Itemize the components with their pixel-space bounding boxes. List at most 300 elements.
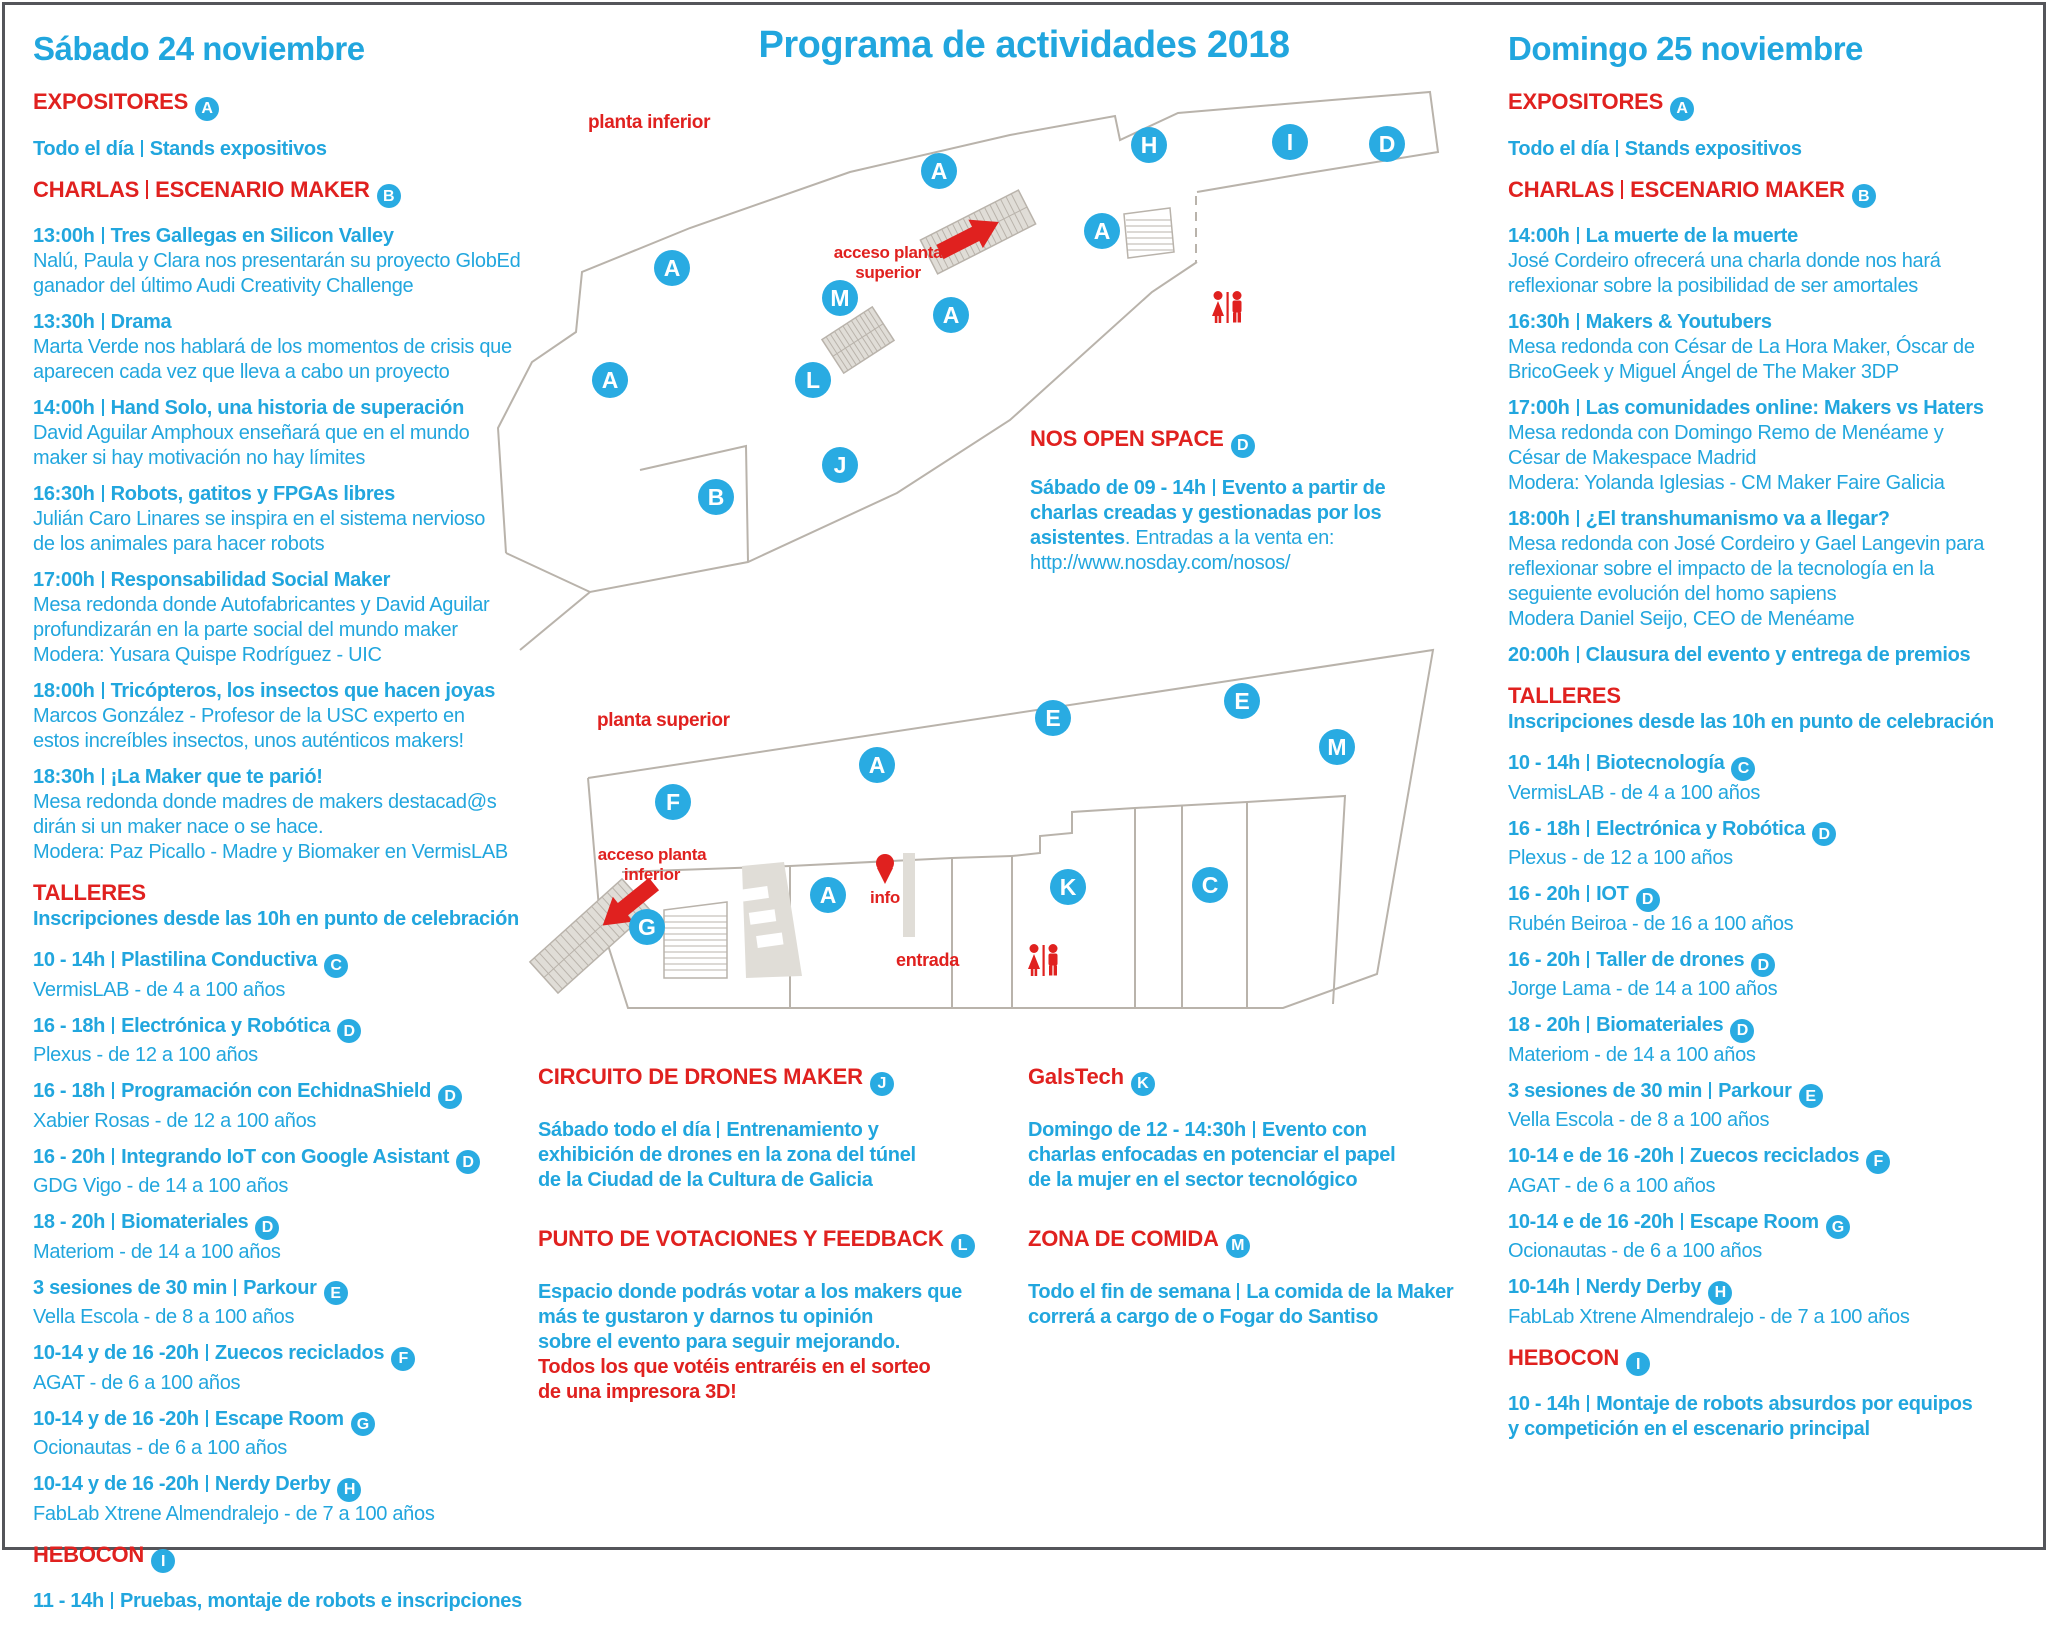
separator-bar: [206, 1475, 208, 1492]
info-text-line: [1028, 1168, 1478, 1193]
plan-marker-L: L: [795, 362, 831, 398]
marker-badge-J: J: [870, 1072, 894, 1096]
info-text-line: [1028, 1305, 1498, 1330]
item-title-line: [33, 482, 538, 507]
item-time: 16:30h: [1508, 311, 1570, 333]
section-expositores: [1508, 88, 2040, 162]
info-heading: [1028, 1064, 1478, 1096]
marker-badge-H: H: [337, 1478, 361, 1502]
schedule-item: [33, 1589, 538, 1614]
marker-badge-I: I: [151, 1549, 175, 1573]
item-title: Robots, gatitos y FPGAs libres: [110, 483, 395, 505]
section-subtitle: Inscripciones desde las 10h en punto de celebración: [1508, 711, 1994, 733]
section-heading-label: CHARLAS: [1508, 176, 1615, 202]
separator-bar: [206, 1344, 208, 1361]
marker-badge-D: D: [1751, 953, 1775, 977]
item-desc-line: Mesa redonda donde madres de makers destacad@s: [33, 791, 497, 813]
separator-bar: [1587, 885, 1589, 902]
item-desc-line: GDG Vigo - de 14 a 100 años: [33, 1175, 289, 1197]
access-lower-line2: inferior: [623, 865, 681, 884]
info-text-line: [1028, 1143, 1478, 1168]
item-desc-line: Marcos González - Profesor de la USC experto en: [33, 705, 465, 727]
item-title-line: [33, 396, 538, 421]
info-text-line: [538, 1380, 1028, 1405]
info-text-line: [1030, 476, 1460, 501]
item-desc-line: ganador del último Audi Creativity Challenge: [33, 275, 414, 297]
separator-bar: [1577, 399, 1579, 416]
plan-marker-A: A: [1084, 213, 1120, 249]
item-desc-line: Jorge Lama - de 14 a 100 años: [1508, 978, 1778, 1000]
section-heading-label: HEBOCON: [33, 1541, 145, 1567]
item-title: Stands expositivos: [149, 137, 327, 160]
item-title-line: [1508, 224, 2040, 249]
item-time: Todo el día: [1508, 137, 1609, 160]
info-text-segment: de la Ciudad de la Cultura de Galicia: [538, 1169, 873, 1191]
item-title-line: [1508, 507, 2040, 532]
item-desc-line: estos increíbles insectos, unos auténticos makers!: [33, 730, 464, 752]
section-subtitle: Inscripciones desde las 10h en punto de celebración: [33, 908, 519, 930]
separator-bar: [102, 227, 104, 244]
section-heading-label: HEBOCON: [1508, 1344, 1620, 1370]
item-title-line: [1508, 751, 2040, 781]
plan-marker-A: A: [592, 362, 628, 398]
info-text-segment: La comida de la Maker: [1246, 1281, 1454, 1303]
separator-bar: [1577, 1278, 1579, 1295]
day-heading: Domingo 25 noviembre: [1508, 30, 1863, 67]
item-desc-line: maker si hay motivación no hay límites: [33, 447, 366, 469]
restroom-icon: [1028, 944, 1058, 976]
schedule-item: [1508, 882, 2040, 937]
item-title: ¡La Maker que te parió!: [110, 766, 323, 788]
schedule-item: [1508, 224, 2040, 299]
plan-marker-K: K: [1050, 869, 1086, 905]
item-time: 10 - 14h: [1508, 752, 1581, 774]
schedule-item: [1508, 1079, 2040, 1134]
section-expositores: [33, 88, 538, 162]
plan-marker-M: M: [822, 280, 858, 316]
plan-marker-G: G: [629, 909, 665, 945]
item-time: 16 - 18h: [1508, 817, 1581, 840]
access-upper-line2: superior: [855, 263, 921, 282]
info-text-segment: de la mujer en el sector tecnológico: [1028, 1169, 1358, 1191]
item-desc-line: BricoGeek y Miguel Ángel de The Maker 3DP: [1508, 361, 1899, 383]
info-text-segment: Sábado todo el día: [538, 1119, 711, 1141]
separator-bar: [1587, 1395, 1589, 1412]
item-title-line: [1508, 137, 2040, 162]
section-heading: [1508, 1344, 2040, 1377]
info-text-segment: Todo el fin de semana: [1028, 1281, 1231, 1303]
plan-marker-A: A: [859, 747, 895, 783]
item-title: Parkour: [243, 1276, 317, 1299]
marker-badge-A: A: [1670, 97, 1694, 121]
marker-badge-D: D: [337, 1019, 361, 1043]
item-title-line: [33, 1589, 538, 1614]
stairs-icon: [1124, 208, 1174, 258]
item-desc-line: Ocionautas - de 6 a 100 años: [33, 1437, 288, 1459]
schedule-item: [33, 310, 538, 385]
marker-badge-B: B: [1852, 184, 1876, 208]
separator-bar: [112, 1148, 114, 1165]
info-text-segment: más te gustaron y darnos tu opinión: [538, 1306, 874, 1328]
marker-badge-M: M: [1226, 1234, 1250, 1258]
item-title: Tres Gallegas en Silicon Valley: [110, 225, 394, 247]
day-heading: Sábado 24 noviembre: [33, 30, 365, 67]
item-title: Stands expositivos: [1624, 137, 1802, 160]
item-time: 16 - 20h: [33, 1145, 106, 1168]
item-title: Clausura del evento y entrega de premios: [1585, 644, 1971, 666]
item-title-line: [33, 1014, 538, 1044]
info-heading-label: NOS OPEN SPACE: [1030, 426, 1224, 451]
plan-marker-A: A: [654, 250, 690, 286]
section-heading: [1508, 682, 2040, 709]
item-desc-line: profundizarán en la parte social del mundo maker: [33, 619, 458, 641]
schedule-item: [33, 396, 538, 471]
item-desc-line: reflexionar sobre el impacto de la tecnología en la: [1508, 558, 1935, 580]
item-title: Makers & Youtubers: [1585, 311, 1772, 333]
item-desc-line: Plexus - de 12 a 100 años: [1508, 847, 1733, 869]
item-desc-line: VermisLAB - de 4 a 100 años: [1508, 781, 1761, 804]
separator-bar: [1577, 313, 1579, 330]
separator-bar: [1587, 754, 1589, 771]
section-heading: [1508, 176, 2040, 209]
item-title: Nerdy Derby: [1585, 1276, 1702, 1298]
section-heading: [33, 176, 538, 209]
item-title-line: [1508, 1210, 2040, 1240]
marker-badge-C: C: [1731, 757, 1755, 781]
schedule-item: [33, 137, 538, 162]
item-time: 10-14h: [1508, 1276, 1570, 1298]
item-desc-line: Modera: Paz Picallo - Madre y Biomaker en VermisLAB: [33, 841, 508, 863]
separator-bar: [111, 1592, 113, 1609]
page-title: Programa de actividades 2018: [758, 24, 1290, 66]
marker-badge-E: E: [1799, 1084, 1823, 1108]
item-desc-line: dirán si un maker nace o se hace.: [33, 816, 324, 838]
info-heading-label: ZONA DE COMIDA: [1028, 1226, 1219, 1251]
item-desc-line: Modera: Yolanda Iglesias - CM Maker Faire Galicia: [1508, 472, 1945, 494]
schedule-item: [33, 765, 538, 865]
item-time: 18:00h: [1508, 508, 1570, 530]
item-title: ¿El transhumanismo va a llegar?: [1585, 508, 1890, 530]
plan-marker-A: A: [921, 153, 957, 189]
item-title-line: [1508, 1392, 2040, 1417]
item-title-line: [33, 679, 538, 704]
item-desc-line: Mesa redonda con Domingo Remo de Menéame y: [1508, 422, 1944, 444]
separator-bar: [102, 313, 104, 330]
item-desc-line: Vella Escola - de 8 a 100 años: [1508, 1109, 1770, 1131]
separator-bar: [102, 571, 104, 588]
item-desc-line: AGAT - de 6 a 100 años: [1508, 1174, 1716, 1197]
section-hebocon: [1508, 1344, 2040, 1443]
separator-bar: [1577, 646, 1579, 663]
item-desc-line: Mesa redonda donde Autofabricantes y David Aguilar: [33, 594, 490, 616]
item-title-line: [1508, 1144, 2040, 1174]
separator-bar: [1253, 1121, 1255, 1138]
marker-badge-B: B: [377, 184, 401, 208]
section-heading: [33, 1541, 538, 1574]
section-heading: [33, 88, 538, 121]
schedule-item: [33, 1145, 538, 1200]
marker-badge-D: D: [1730, 1019, 1754, 1043]
schedule-item: [1508, 1013, 2040, 1068]
item-title: Electrónica y Robótica: [121, 1014, 331, 1037]
marker-badge-D: D: [438, 1085, 462, 1109]
plan-marker-C: C: [1192, 867, 1228, 903]
item-title-line: [33, 1472, 538, 1502]
marker-badge-H: H: [1708, 1281, 1732, 1305]
item-desc-line: Materiom - de 14 a 100 años: [1508, 1043, 1756, 1066]
separator-bar: [1237, 1283, 1239, 1300]
plan-marker-A: A: [810, 877, 846, 913]
info-text-line: [1028, 1280, 1498, 1305]
item-title-line: [1508, 882, 2040, 912]
item-time: 17:00h: [1508, 397, 1570, 419]
item-time: 10-14 y de 16 -20h: [33, 1473, 199, 1495]
schedule-item: [33, 679, 538, 754]
plan-marker-A: A: [933, 297, 969, 333]
item-title-continuation: y competición en el escenario principal: [1508, 1418, 1870, 1440]
schedule-item: [1508, 817, 2040, 872]
item-title-line: [1508, 1079, 2040, 1109]
section-heading: [1508, 88, 2040, 121]
schedule-item: [1508, 751, 2040, 806]
item-time: 10-14 e de 16 -20h: [1508, 1210, 1674, 1233]
item-time: 18 - 20h: [33, 1211, 106, 1233]
item-time: 17:00h: [33, 569, 95, 591]
item-title-line: [33, 948, 538, 978]
item-title: Escape Room: [214, 1407, 344, 1430]
separator-bar: [1587, 820, 1589, 837]
item-desc-line: Mesa redonda con César de La Hora Maker, Óscar de: [1508, 336, 1975, 358]
item-title: Responsabilidad Social Maker: [110, 569, 391, 591]
stairs-icon: [664, 902, 727, 978]
item-time: 18:30h: [33, 766, 95, 788]
info-block-food-zone: [1028, 1226, 1498, 1330]
info-text-line: [1030, 501, 1460, 526]
info-heading-label: GalsTech: [1028, 1064, 1124, 1089]
item-desc-line: aparecen cada vez que lleva a cabo un proyecto: [33, 361, 450, 383]
item-time: 10 - 14h: [1508, 1393, 1581, 1415]
info-text-line: [1028, 1118, 1478, 1143]
separator-bar: [1577, 227, 1579, 244]
item-desc-line: FabLab Xtrene Almendralejo - de 7 a 100 años: [1508, 1305, 1910, 1328]
separator-bar: [1681, 1147, 1683, 1164]
item-desc-line: Marta Verde nos hablará de los momentos de crisis que: [33, 336, 512, 358]
section-heading-label: CHARLAS: [33, 176, 140, 202]
marker-badge-F: F: [1866, 1150, 1890, 1174]
nosday-link[interactable]: http://www.nosday.com/nosos/: [1030, 552, 1291, 574]
marker-badge-G: G: [1826, 1215, 1850, 1239]
marker-badge-D: D: [1812, 822, 1836, 846]
item-title: Programación con EchidnaShield: [121, 1080, 432, 1102]
info-label: info: [870, 888, 900, 907]
info-text-line: [538, 1330, 1028, 1355]
item-desc-line: Xabier Rosas - de 12 a 100 años: [33, 1109, 317, 1132]
marker-badge-E: E: [324, 1281, 348, 1305]
info-text-line: [538, 1305, 1028, 1330]
item-title-line: [33, 568, 538, 593]
item-time: 13:30h: [33, 311, 95, 333]
item-desc-line: FabLab Xtrene Almendralejo - de 7 a 100 años: [33, 1502, 435, 1525]
plan-marker-H: H: [1131, 127, 1167, 163]
item-time: 18 - 20h: [1508, 1014, 1581, 1036]
plan-label-access-lower: [597, 845, 707, 885]
info-text-segment: sobre el evento para seguir mejorando.: [538, 1331, 901, 1353]
separator-bar: [102, 768, 104, 785]
marker-badge-G: G: [351, 1412, 375, 1436]
item-time: 16 - 18h: [33, 1080, 106, 1102]
marker-badge-I: I: [1626, 1352, 1650, 1376]
schedule-item: [33, 1341, 538, 1396]
separator-bar: [102, 485, 104, 502]
section-charlas: [33, 176, 538, 866]
entrance-label: entrada: [896, 950, 959, 970]
info-text-line: [538, 1168, 1008, 1193]
item-time: 3 sesiones de 30 min: [1508, 1079, 1703, 1102]
info-heading-label: CIRCUITO DE DRONES MAKER: [538, 1064, 863, 1089]
item-time: 20:00h: [1508, 644, 1570, 666]
info-heading: [1030, 426, 1460, 458]
item-time: 3 sesiones de 30 min: [33, 1276, 228, 1299]
item-title-line: [1508, 1013, 2040, 1043]
plan-label-access-upper: [833, 243, 943, 283]
item-desc-line: Modera: Yusara Quispe Rodríguez - UIC: [33, 644, 382, 666]
info-text-segment: asistentes: [1030, 527, 1125, 549]
item-desc-line: Julián Caro Linares se inspira en el sistema nervioso: [33, 508, 486, 530]
item-title: Zuecos reciclados: [214, 1342, 385, 1364]
item-desc-line: José Cordeiro ofrecerá una charla donde nos hará: [1508, 250, 1941, 272]
section-heading-label: ESCENARIO MAKER: [155, 176, 370, 202]
schedule-item: [1508, 310, 2040, 385]
schedule-item: [33, 1407, 538, 1462]
item-title: Biomateriales: [121, 1211, 249, 1233]
info-text-segment: de una impresora 3D!: [538, 1381, 737, 1403]
section-charlas: [1508, 176, 2040, 669]
separator-bar: [146, 180, 148, 199]
item-title: Electrónica y Robótica: [1596, 817, 1806, 840]
separator-bar: [112, 951, 114, 968]
item-time: 11 - 14h: [33, 1590, 104, 1612]
separator-bar: [141, 140, 143, 157]
schedule-item: [33, 224, 538, 299]
item-time: 18:00h: [33, 680, 95, 702]
plan-marker-J: J: [822, 447, 858, 483]
item-time: 16 - 18h: [33, 1014, 106, 1037]
item-time: 13:00h: [33, 225, 95, 247]
info-text-segment: Evento con: [1261, 1119, 1367, 1141]
schedule-item: [1508, 507, 2040, 632]
section-talleres: [33, 879, 538, 1527]
item-title: Biomateriales: [1596, 1014, 1724, 1036]
section-heading-label: EXPOSITORES: [1508, 89, 1664, 114]
item-desc-line: David Aguilar Amphoux enseñará que en el mundo: [33, 422, 470, 444]
marker-badge-D: D: [456, 1150, 480, 1174]
section-hebocon: [33, 1541, 538, 1615]
item-desc-line: Mesa redonda con José Cordeiro y Gael Langevin para: [1508, 533, 1985, 555]
info-text-line: [538, 1355, 1028, 1380]
separator-bar: [1616, 140, 1618, 157]
item-title: Las comunidades online: Makers vs Haters: [1585, 397, 1984, 419]
schedule-item: [1508, 1210, 2040, 1265]
item-title: Escape Room: [1689, 1210, 1819, 1233]
plan-label-lower-level: planta inferior: [588, 112, 711, 133]
info-heading: [1028, 1226, 1498, 1258]
column-sunday: [1508, 30, 2040, 1456]
separator-bar: [1709, 1082, 1711, 1099]
item-title-line: [33, 1145, 538, 1175]
item-title-line: [1508, 643, 2040, 668]
item-title-line: [33, 1407, 538, 1437]
schedule-item: [33, 568, 538, 668]
item-title: Drama: [110, 311, 172, 333]
separator-bar: [234, 1279, 236, 1296]
separator-bar: [112, 1213, 114, 1230]
info-text-line: [538, 1280, 1028, 1305]
marker-badge-D: D: [1231, 434, 1255, 458]
item-title-line: [33, 1079, 538, 1109]
schedule-item: [33, 1210, 538, 1265]
plan-marker-M: M: [1319, 729, 1355, 765]
plan-marker-E: E: [1224, 683, 1260, 719]
item-time: 16 - 20h: [1508, 883, 1581, 905]
schedule-item: [1508, 137, 2040, 162]
schedule-item: [33, 1276, 538, 1331]
schedule-item: [33, 948, 538, 1003]
item-time: 16 - 20h: [1508, 948, 1581, 971]
plan-marker-I: I: [1272, 124, 1308, 160]
item-title-line: [1508, 948, 2040, 978]
item-title: Tricópteros, los insectos que hacen joyas: [110, 680, 496, 702]
item-time: 10-14 y de 16 -20h: [33, 1342, 199, 1364]
item-desc-line: reflexionar sobre la posibilidad de ser amortales: [1508, 275, 1918, 297]
info-text-line: [538, 1143, 1008, 1168]
info-text-segment: Todos los que votéis entraréis en el sorteo: [538, 1356, 931, 1378]
item-time: 10 - 14h: [33, 949, 106, 971]
item-desc-line: de los animales para hacer robots: [33, 533, 325, 555]
item-title-line: [33, 1341, 538, 1371]
item-title-line: [1508, 1275, 2040, 1305]
separator-bar: [112, 1017, 114, 1034]
item-title: Pruebas, montaje de robots e inscripciones: [119, 1590, 522, 1612]
section-heading-label: TALLERES: [1508, 683, 1621, 708]
section-heading: [33, 879, 538, 906]
marker-badge-F: F: [391, 1347, 415, 1371]
separator-bar: [1621, 180, 1623, 199]
item-title: Parkour: [1718, 1079, 1792, 1102]
item-title-line: [33, 137, 538, 162]
item-title: IOT: [1596, 883, 1629, 905]
info-text-line: [1030, 551, 1460, 576]
schedule-item: [1508, 396, 2040, 496]
info-block-voting-feedback: [538, 1226, 1028, 1405]
info-text-segment: Espacio donde podrás votar a los makers que: [538, 1281, 962, 1303]
separator-bar: [1213, 479, 1215, 496]
info-text-segment: correrá a cargo de o Fogar do Santiso: [1028, 1306, 1379, 1328]
info-block-galstech: [1028, 1064, 1478, 1193]
item-desc-line: Plexus - de 12 a 100 años: [33, 1044, 258, 1066]
plan-label-upper-level: planta superior: [597, 710, 730, 731]
item-title: Nerdy Derby: [214, 1473, 331, 1495]
column-saturday: [33, 30, 538, 1628]
item-title-line: [1508, 310, 2040, 335]
info-text-segment: Evento a partir de: [1221, 477, 1386, 499]
info-heading-label: PUNTO DE VOTACIONES Y FEEDBACK: [538, 1226, 944, 1251]
schedule-item: [1508, 1275, 2040, 1330]
section-heading-label: EXPOSITORES: [33, 89, 189, 114]
separator-bar: [102, 399, 104, 416]
access-upper-line1: acceso planta: [833, 243, 943, 262]
marker-badge-D: D: [1636, 888, 1660, 912]
item-desc-line: Materiom - de 14 a 100 años: [33, 1240, 281, 1263]
